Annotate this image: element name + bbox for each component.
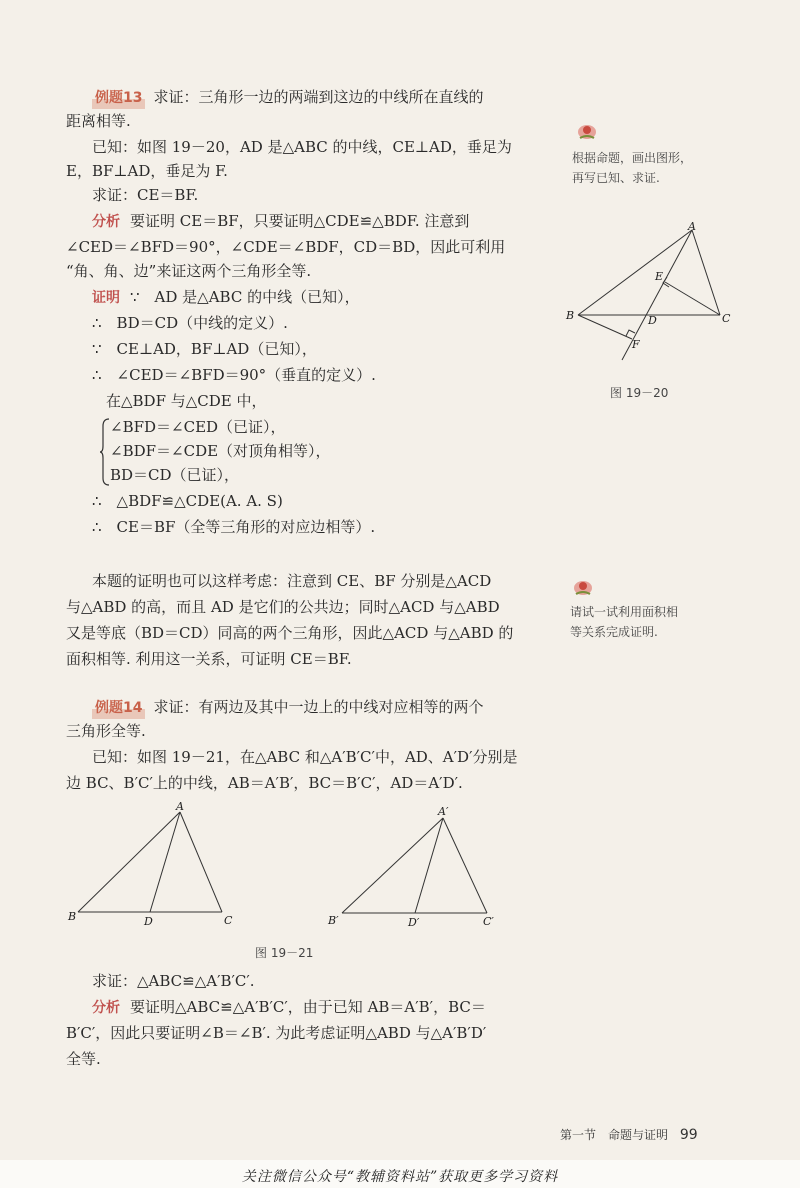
example14-prove: 求证：△ABC≌△A′B′C′.	[92, 972, 255, 990]
example13-analysis-1	[92, 210, 469, 233]
analysis-label: 分析	[92, 1000, 120, 1016]
example14-analysis-1	[92, 996, 486, 1019]
fig20-label-B: B	[566, 309, 575, 322]
example13-proof-6: ∠BFD＝∠CED（已证），	[110, 418, 286, 436]
example13-proof-3: ∵ CE⊥AD，BF⊥AD（已知），	[92, 340, 317, 358]
example13-statement: 求证：三角形一边的两端到这边的中线所在直线的	[153, 88, 484, 106]
analysis-label: 分析	[92, 214, 120, 230]
side-note-2-line1: 请试一试利用面积相	[570, 605, 679, 619]
example13-proof-7: ∠BDF＝∠CDE（对顶角相等），	[110, 442, 331, 460]
bell-icon	[576, 122, 598, 140]
segment-A2D2	[415, 818, 443, 913]
alt-proof-4: 面积相等. 利用这一关系，可证明 CE＝BF.	[66, 650, 352, 668]
proof-text: ∵ AD 是△ABC 的中线（已知），	[130, 288, 360, 306]
example13-prove: 求证：CE＝BF.	[92, 186, 199, 204]
example13-analysis-3: “角、角、边”来证这两个三角形全等.	[66, 262, 312, 280]
side-note-1-line1: 根据命题，画出图形，	[572, 151, 693, 165]
example14-given-2: 边 BC、B′C′上的中线，AB＝A′B′，BC＝B′C′，AD＝A′D′.	[66, 774, 463, 792]
fig20-label-E: E	[655, 270, 664, 283]
figure-19-21	[60, 800, 520, 935]
example13-proof-1	[92, 286, 360, 309]
page-number: 99	[679, 1127, 698, 1143]
figure-19-20-caption: 图 19－20	[610, 386, 669, 400]
alt-proof-3: 又是等底（BD＝CD）同高的两个三角形，因此△ACD 与△ABD 的	[66, 624, 514, 642]
fig21-label-B-prime: B′	[328, 914, 339, 927]
fig21-label-C-prime: C′	[483, 915, 494, 928]
example13-analysis-2: ∠CED＝∠BFD＝90°，∠CDE＝∠BDF，CD＝BD，因此可利用	[66, 238, 506, 256]
example13-proof-2: ∴ BD＝CD（中线的定义）.	[92, 314, 288, 332]
fig21-label-B: B	[68, 910, 77, 923]
example14-label: 例题14	[92, 697, 145, 719]
example13-statement-2: 距离相等.	[66, 112, 131, 130]
example14-given-1: 已知：如图 19－21，在△ABC 和△A′B′C′中，AD、A′D′分别是	[92, 748, 518, 766]
fig20-label-A: A	[688, 220, 696, 233]
fig21-label-D: D	[144, 915, 153, 928]
right-angle-E	[663, 277, 669, 287]
example13-proof-5: 在△BDF 与△CDE 中，	[106, 392, 267, 410]
segment-BF	[578, 315, 632, 339]
fig20-label-D: D	[648, 314, 657, 327]
fig21-label-C: C	[224, 914, 233, 927]
bell-icon	[572, 578, 594, 596]
segment-A2C2	[443, 818, 487, 913]
fig20-label-C: C	[722, 312, 731, 325]
example13-given-2: E，BF⊥AD，垂足为 F.	[66, 162, 228, 180]
example13-label: 例题13	[92, 87, 145, 109]
bottom-watermark-text: 关注微信公众号“教辅资料站”获取更多学习资料	[241, 1169, 559, 1185]
example14-statement: 求证：有两边及其中一边上的中线对应相等的两个	[153, 698, 484, 716]
example13-line1	[92, 86, 484, 109]
fig21-label-D-prime: D′	[408, 916, 420, 929]
fig21-label-A: A	[176, 800, 184, 813]
right-angle-F	[626, 330, 635, 336]
example13-given-1: 已知：如图 19－20，AD 是△ABC 的中线，CE⊥AD，垂足为	[92, 138, 512, 156]
segment-AB	[578, 230, 692, 315]
segment-A2B2	[342, 818, 443, 913]
example14-statement-2: 三角形全等.	[66, 722, 146, 740]
section-title: 第一节 命题与证明	[560, 1128, 669, 1142]
segment-AC	[180, 812, 222, 912]
example14-analysis-2: B′C′，因此只要证明∠B＝∠B′. 为此考虑证明△ABD 与△A′B′D′	[66, 1024, 487, 1042]
side-note-1-line2: 再写已知、求证.	[572, 171, 660, 185]
example13-proof-10: ∴ CE＝BF（全等三角形的对应边相等）.	[92, 518, 376, 536]
fig20-label-F: F	[632, 338, 640, 351]
example14-line1	[92, 696, 484, 719]
example14-analysis-3: 全等.	[66, 1050, 101, 1068]
side-note-2-line2: 等关系完成证明.	[570, 625, 658, 639]
example13-proof-4: ∴ ∠CED＝∠BFD＝90°（垂直的定义）.	[92, 366, 376, 384]
system-brace	[100, 418, 110, 486]
alt-proof-2: 与△ABD 的高，而且 AD 是它们的公共边；同时△ACD 与△ABD	[66, 598, 500, 616]
analysis-text: 要证明 CE＝BF，只要证明△CDE≌△BDF. 注意到	[130, 212, 470, 230]
alt-proof-1: 本题的证明也可以这样考虑：注意到 CE、BF 分别是△ACD	[92, 572, 492, 590]
analysis-text: 要证明△ABC≌△A′B′C′，由于已知 AB＝A′B′，BC＝	[130, 998, 486, 1016]
example13-proof-8: BD＝CD（已证），	[110, 466, 240, 484]
fig21-label-A-prime: A′	[438, 805, 449, 818]
proof-label: 证明	[92, 290, 120, 306]
example13-proof-9: ∴ △BDF≌△CDE(A. A. S)	[92, 492, 283, 510]
figure-19-21-caption: 图 19－21	[255, 946, 314, 960]
figure-19-20	[560, 220, 740, 370]
section-footer	[560, 1126, 698, 1143]
segment-CE	[665, 282, 720, 315]
segment-AC	[692, 230, 720, 315]
